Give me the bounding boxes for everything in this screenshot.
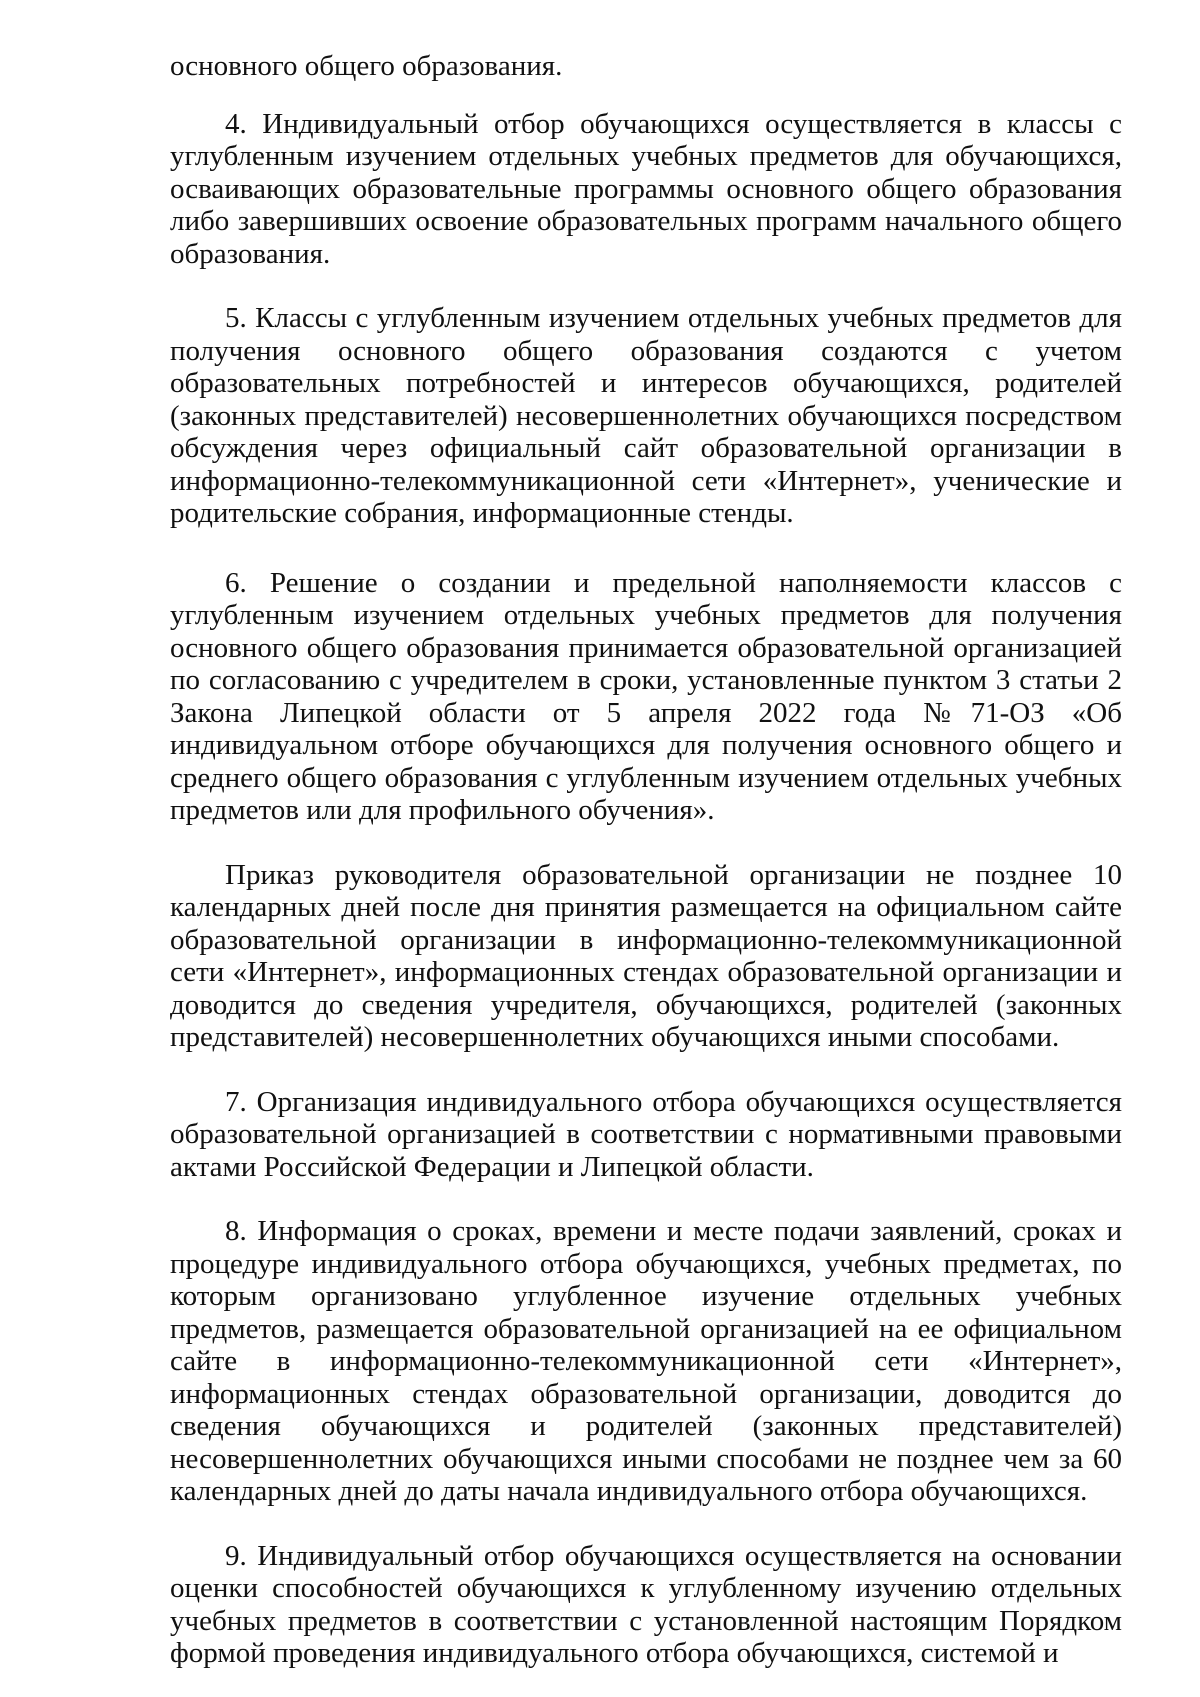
paragraph-item-7: 7. Организация индивидуального отбора обучающихся осуществляется образовательной организацией в соответствии с нормативными правовыми актами Российской Федерации и Липецкой области. bbox=[170, 1085, 1122, 1183]
paragraph-item-6: 6. Решение о создании и предельной наполняемости классов с углубленным изучением отдельных учебных предметов для получения основного общего образования принимается образовательной организацией по согласованию с учредителем в сроки, установленные пунктом 3 статьи 2 Закона Липецкой области от 5 апреля 2022 года №71-ОЗ «Об индивидуальном отборе обучающихся для получения основного общего и среднего общего образования с углубленным изучением отдельных учебных предметов или для профильного обучения». bbox=[170, 566, 1122, 826]
paragraph-order: Приказ руководителя образовательной организации не позднее 10 календарных дней после дня принятия размещается на официальном сайте образовательной организации в информационно-телекоммуникационной сети «Интернет», информационных стендах образовательной организации и доводится до сведения учредителя, обучающихся, родителей (законных представителей) несовершеннолетних обучающихся иными способами. bbox=[170, 858, 1122, 1053]
paragraph-item-8: 8. Информация о сроках, времени и месте подачи заявлений, сроках и процедуре индивидуального отбора обучающихся, учебных предметах, по которым организовано углубленное изучение отдельных учебных предметов, размещается образовательной организацией на ее официальном сайте в информационно-телекоммуникационной сети «Интернет», информационных стендах образовательной организации, доводится до сведения обучающихся и родителей (законных представителей) несовершеннолетних обучающихся иными способами не позднее чем за 60 календарных дней до даты начала индивидуального отбора обучающихся. bbox=[170, 1215, 1122, 1507]
paragraph-item-5: 5. Классы с углубленным изучением отдельных учебных предметов для получения основного общего образования создаются с учетом образовательных потребностей и интересов обучающихся, родителей (законных представителей) несовершеннолетних обучающихся посредством обсуждения через официальный сайт образовательной организации в информационно-телекоммуникационной сети «Интернет», ученические и родительские собрания, информационные стенды. bbox=[170, 302, 1122, 529]
paragraph-item-9: 9. Индивидуальный отбор обучающихся осуществляется на основании оценки способностей обучающихся к углубленному изучению отдельных учебных предметов в соответствии с установленной настоящим Порядком формой проведения индивидуального отбора обучающихся, системой и bbox=[170, 1539, 1122, 1669]
paragraph-continued: основного общего образования. bbox=[170, 50, 563, 82]
paragraph-item-4: 4. Индивидуальный отбор обучающихся осуществляется в классы с углубленным изучением отдельных учебных предметов для обучающихся, осваивающих образовательные программы основного общего образования либо завершивших освоение образовательных программ начального общего образования. bbox=[170, 107, 1122, 270]
